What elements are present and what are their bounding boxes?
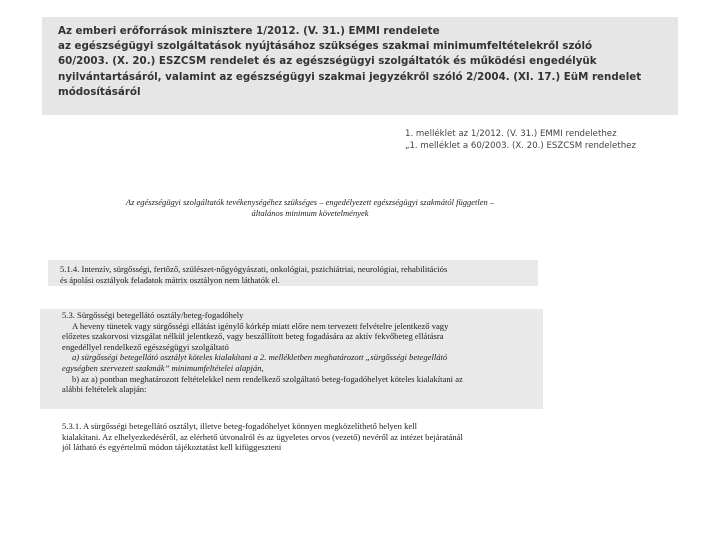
header-line: 60/2003. (X. 20.) ESZCSM rendelet és az egészségügyi szolgáltatók és működési engedélyük (58, 55, 597, 68)
paragraph-line: a) sürgősségi betegellátó osztályt köteles kialakítani a 2. mellékletben meghatározott „sürgősségi betegellátó (72, 352, 448, 363)
annex-line-2: „1. melléklet a 60/2003. (X. 20.) ESZCSM rendelethez (405, 141, 636, 151)
annex-reference (405, 128, 675, 152)
header-line: Az emberi erőforrások minisztere 1/2012. (V. 31.) EMMI rendelete (58, 25, 440, 37)
paragraph-5-3 (40, 309, 543, 409)
header-line: nyilvántartásáról, valamint az egészségügyi szakmai jegyzékről szóló 2/2004. (XI. 17.) EüM rendelet (58, 70, 642, 83)
header-line: az egészségügyi szolgáltatások nyújtásához szükséges szakmai minimumfeltételekről szóló (58, 40, 593, 53)
paragraph-title: 5.3. Sürgősségi betegellátó osztály/beteg-fogadóhely (62, 310, 244, 320)
paragraph-line: b) az a) pontban meghatározott feltételekkel nem rendelkező szolgáltató beteg-fogadóhelyet köteles kialakítani az (72, 373, 463, 384)
paragraph-line: kialakítani. Az elhelyezkedéséről, az elérhető útvonalról és az ügyeletes orvos (vezető) nevéről az intézet bejáratánál (62, 431, 463, 442)
document-header (42, 17, 678, 115)
paragraph-line: jól látható és egyértelmű módon tájékoztatást kell kifüggeszteni (62, 442, 282, 453)
annex-line-1: 1. melléklet az 1/2012. (V. 31.) EMMI rendelethez (405, 129, 617, 139)
paragraph-line: alábbi feltételek alapján: (62, 384, 147, 395)
paragraph-line: és ápolási osztályok feladatok mátrix osztályon nem láthatók el. (60, 274, 280, 285)
paragraph-line: A heveny tünetek vagy sürgősségi ellátást igénylő kórkép miatt előre nem tervezett felvételre jelentkező vagy (72, 320, 449, 331)
paragraph-5-3-1 (62, 421, 535, 453)
paragraph-line: engedéllyel rendelkező egészségügyi szolgáltató (62, 341, 229, 352)
paragraph-line: 5.1.4. Intenzív, sürgősségi, fertőző, szülészet-nőgyógyászati, onkológiai, pszichiátriai, neurológiai, rehabilitációs (60, 264, 448, 274)
paragraph-5-1-4 (48, 260, 538, 286)
header-line: módosításáról (58, 85, 141, 98)
section-title (60, 197, 560, 219)
paragraph-line: egységben szervezett szakmák” minimumfeltételei alapján, (62, 362, 264, 373)
paragraph-line: előzetes szakorvosi vizsgálat nélkül jelentkező, vagy beszállított beteg fogadására az aktív fekvőbeteg ellátásra (62, 331, 444, 342)
section-title-line-1: Az egészségügyi szolgáltatók tevékenységéhez szükséges – engedélyezett egészségügyi szakmától független – (125, 197, 495, 207)
section-title-line-2: általános minimum követelmények (251, 208, 369, 218)
paragraph-line: 5.3.1. A sürgősségi betegellátó osztályt, illetve beteg-fogadóhelyet könnyen megközelíthető helyen kell (62, 421, 417, 431)
